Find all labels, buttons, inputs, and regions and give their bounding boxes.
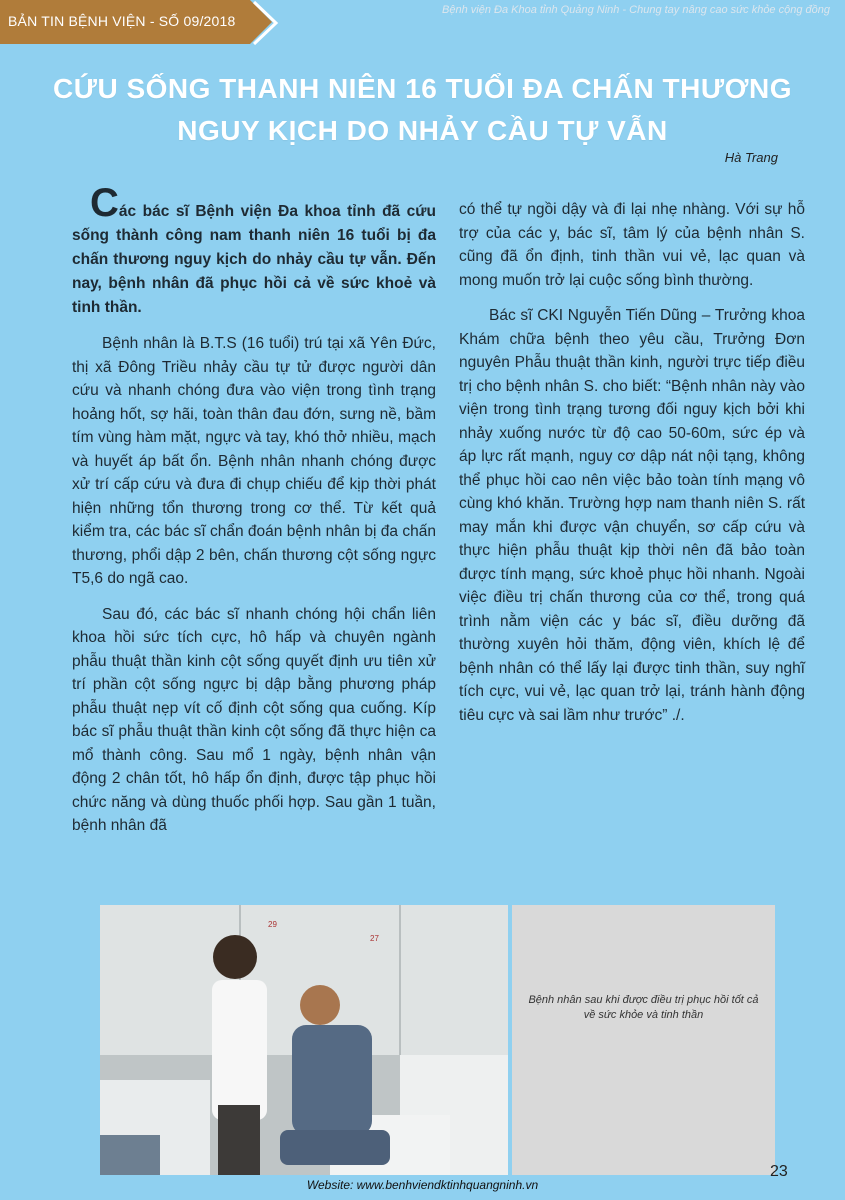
header-tagline: Bệnh viện Đa Khoa tỉnh Quảng Ninh - Chung tay nâng cao sức khỏe cộng đồng [442, 4, 830, 16]
footer-website: Website: www.benhviendktinhquangninh.vn [306, 1178, 539, 1192]
article-lead-text: ác bác sĩ Bệnh viện Đa khoa tỉnh đã cứu sống thành công nam thanh niên 16 tuổi bị đa chấn thương nguy kịch do nhảy cầu tự vẫn. Đến nay, bệnh nhân đã phục hồi cả về sức khoẻ và tinh thần. [72, 203, 436, 316]
header-bar [0, 0, 845, 56]
bed-number-29: 29 [268, 920, 277, 929]
article-paragraph-2: Sau đó, các bác sĩ nhanh chóng hội chẩn liên khoa hồi sức tích cực, hô hấp và chuyên ngành phẫu thuật thần kinh cột sống quyết định ưu tiên xử trí phần cột sống ngực bị dập bằng phương pháp phẫu thuật nẹp vít cố định cột sống qua cuống. Kíp bác sĩ phẫu thuật thần kinh cột sống đã thực hiện ca mổ thành công. Sau mổ 1 ngày, bệnh nhân vận động 2 chân tốt, hô hấp ổn định, được tập phục hồi chức năng và dùng thuốc phối hợp. Sau gần 1 tuần, bệnh nhân đã [72, 605, 436, 834]
chevron-decoration-icon [246, 0, 286, 46]
page-number: 23 [770, 1163, 788, 1180]
article-column-right [459, 198, 805, 739]
photo-caption: Bệnh nhân sau khi được điều trị phục hồi tốt cả về sức khỏe và tinh thần [528, 994, 759, 1021]
article-title [20, 68, 825, 152]
photo-caption-box [512, 905, 775, 1175]
drop-cap: C [90, 181, 119, 225]
article-paragraph-3: có thể tự ngồi dậy và đi lại nhẹ nhàng. Với sự hỗ trợ của các y, bác sĩ, tâm lý của bệnh nhân S. cũng đã ổn định, tinh thần vui vẻ, lạc quan và mong muốn trở lại cuộc sống bình thường. [459, 201, 805, 289]
article-lead [72, 181, 436, 320]
article-paragraph-1: Bệnh nhân là B.T.S (16 tuổi) trú tại xã Yên Đức, thị xã Đông Triều nhảy cầu tự tử được người dân cứu và nhanh chóng đưa vào viện trong tình trạng hoảng hốt, sợ hãi, toàn thân đau đớn, sưng nề, bầm tím vùng hàm mặt, ngực và tay, khó thở nhiều, mạch và huyết áp bất ổn. Bệnh nhân nhanh chóng được xử trí cấp cứu và đưa đi chụp chiếu để kịp thời phát hiện những tổn thương trong cơ thể. Từ kết quả kiểm tra, các bác sĩ chẩn đoán bệnh nhân bị đa chấn thương, phổi dập 2 bên, chấn thương cột sống ngực T5,6 do ngã cao. [72, 335, 436, 587]
article-paragraph-4: Bác sĩ CKI Nguyễn Tiến Dũng – Trưởng khoa Khám chữa bệnh theo yêu cầu, Trưởng Đơn nguyên Phẫu thuật thần kinh, người trực tiếp điều trị cho bệnh nhân S. cho biết: “Bệnh nhân này vào viện trong tình trạng tương đối nguy kịch bởi khi nhảy xuống nước từ độ cao 50-60m, sức ép và áp lực rất mạnh, nguy cơ dập nát nội tạng, không thể phục hồi cao nên việc bảo toàn tính mạng vô cùng khó khăn. Trường hợp nam thanh niên S. rất may mắn khi được vận chuyển, sơ cấp cứu và thực hiện phẫu thuật kịp thời nên đã bảo toàn được tính mạng, sức khoẻ phục hồi nhanh. Ngoài việc điều trị chấn thương của cơ thể, trong quá trình nằm viện các y bác sĩ, điều dưỡng đã thường xuyên hỏi thăm, động viên, khích lệ để bệnh nhân có thể lấy lại được tinh thần, suy nghĩ tích cực, vui vẻ, lạc quan trở lại, tránh hành động tiêu cực và sai lầm như trước” ./. [459, 307, 805, 724]
issue-badge-text: BẢN TIN BỆNH VIỆN - SỐ 09/2018 [8, 13, 236, 29]
bed-number-27: 27 [370, 934, 379, 943]
article-title-line-1: CỨU SỐNG THANH NIÊN 16 TUỔI ĐA CHẤN THƯƠNG [53, 73, 792, 104]
article-photo [100, 905, 508, 1175]
hospital-ward-photo-illustration [100, 905, 508, 1175]
article-column-left [72, 181, 436, 850]
article-author: Hà Trang [724, 150, 778, 165]
article-title-line-2: NGUY KỊCH DO NHẢY CẦU TỰ VẪN [177, 115, 668, 146]
